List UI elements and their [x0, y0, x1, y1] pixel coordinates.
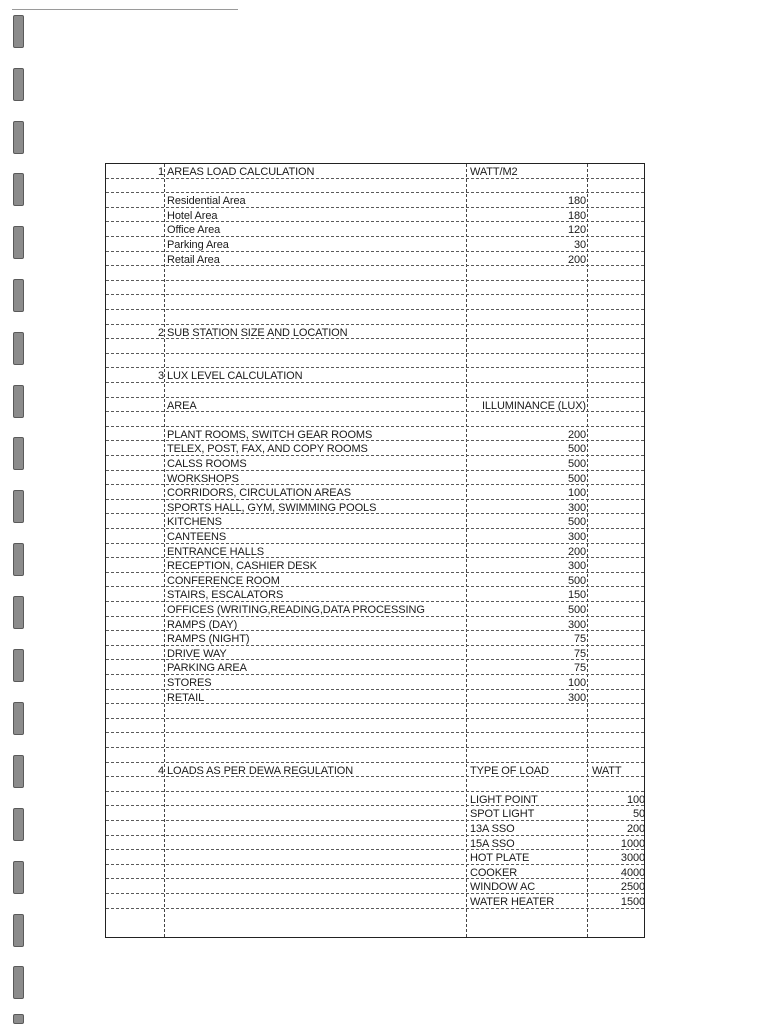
table-row	[106, 471, 644, 486]
section-title: LUX LEVEL CALCULATION	[167, 370, 303, 383]
load-type-label: 13A SSO	[470, 823, 515, 835]
binding-hole	[13, 808, 24, 841]
table-row	[106, 821, 644, 836]
area-label: CORRIDORS, CIRCULATION AREAS	[167, 487, 352, 500]
section-number: 1	[157, 166, 164, 178]
table-row	[106, 865, 644, 880]
lux-value: 500	[567, 443, 586, 456]
area-label: OFFICES (WRITING,READING,DATA PROCESSING	[167, 604, 425, 616]
binding-hole	[13, 437, 24, 470]
lux-value: 500	[567, 516, 586, 529]
area-label: TELEX, POST, FAX, AND COPY ROOMS	[167, 443, 368, 456]
load-type-label: HOT PLATE	[470, 852, 530, 865]
watt-column-header: WATT	[592, 764, 622, 777]
blank-row	[106, 748, 644, 763]
binding-hole	[13, 543, 24, 576]
blank-row	[106, 266, 644, 281]
lux-value: 300	[567, 560, 586, 573]
binding-hole	[13, 226, 24, 259]
watt-value: 2500	[620, 881, 645, 894]
table-row	[106, 514, 644, 529]
table-row	[106, 529, 644, 544]
table-row	[106, 894, 644, 909]
area-label: Residential Area	[167, 195, 246, 208]
watt-value: 4000	[620, 866, 645, 879]
lux-value: 300	[567, 618, 586, 631]
area-label: RECEPTION, CASHIER DESK	[167, 560, 317, 573]
load-value: 180	[567, 209, 586, 222]
load-type-label: WINDOW AC	[470, 881, 536, 894]
table-row	[106, 237, 644, 252]
load-value: 120	[567, 224, 586, 237]
area-label: CONFERENCE ROOM	[167, 574, 280, 587]
binding-hole	[13, 279, 24, 312]
blank-row	[106, 354, 644, 369]
table-row	[106, 602, 644, 617]
type-column-header: TYPE OF LOAD	[470, 764, 549, 777]
lux-value: 100	[567, 487, 586, 500]
area-label: PARKING AREA	[167, 662, 247, 675]
load-type-label: SPOT LIGHT	[470, 808, 535, 821]
binding-hole	[13, 68, 24, 101]
area-label: PLANT ROOMS, SWITCH GEAR ROOMS	[167, 428, 373, 441]
section-header-row	[106, 368, 644, 383]
table-row	[106, 558, 644, 573]
blank-row	[106, 310, 644, 325]
area-label: CANTEENS	[167, 531, 227, 543]
lux-value: 500	[567, 472, 586, 485]
table-row	[106, 500, 644, 515]
table-row	[106, 427, 644, 442]
unit-header: WATT/M2	[470, 166, 518, 178]
load-type-label: COOKER	[470, 866, 518, 879]
watt-value: 3000	[620, 852, 645, 865]
lux-value: 500	[567, 574, 586, 587]
lux-value: 200	[567, 428, 586, 441]
lux-value: 300	[567, 531, 586, 543]
table-row	[106, 485, 644, 500]
area-label: STAIRS, ESCALATORS	[167, 589, 284, 602]
area-label: RETAIL	[167, 691, 205, 704]
binding-hole	[13, 649, 24, 682]
table-row	[106, 850, 644, 865]
lux-value: 300	[567, 691, 586, 704]
binding-hole	[13, 914, 24, 947]
table-row	[106, 587, 644, 602]
watt-value: 1000	[620, 837, 645, 850]
blank-row	[106, 281, 644, 296]
load-value: 180	[567, 195, 586, 208]
section-header-row	[106, 325, 644, 340]
table-row	[106, 222, 644, 237]
lux-value: 150	[567, 589, 586, 602]
area-label: WORKSHOPS	[167, 472, 239, 485]
area-label: DRIVE WAY	[167, 647, 227, 660]
table-row	[106, 617, 644, 632]
table-row	[106, 836, 644, 851]
area-label: SPORTS HALL, GYM, SWIMMING POOLS	[167, 501, 377, 514]
blank-row	[106, 339, 644, 354]
binding-hole	[13, 332, 24, 365]
area-label: Hotel Area	[167, 209, 218, 222]
binding-hole	[13, 173, 24, 206]
binding-hole	[13, 702, 24, 735]
table-row	[106, 646, 644, 661]
lux-value: 500	[567, 604, 586, 616]
table-row	[106, 631, 644, 646]
blank-row	[106, 383, 644, 398]
lux-value: 200	[567, 545, 586, 558]
area-column-header: AREA	[167, 399, 197, 412]
top-edge-line	[12, 9, 238, 10]
binding-hole	[13, 596, 24, 629]
section-number: 2	[157, 326, 164, 339]
table-row	[106, 544, 644, 559]
binding-hole	[13, 755, 24, 788]
section-header-row	[106, 164, 644, 179]
binding-hole	[13, 121, 24, 154]
area-label: RAMPS (NIGHT)	[167, 633, 250, 646]
load-type-label: LIGHT POINT	[470, 793, 538, 806]
section-title: SUB STATION SIZE AND LOCATION	[167, 326, 348, 339]
section-title: LOADS AS PER DEWA REGULATION	[167, 764, 354, 777]
table-row	[106, 252, 644, 267]
blank-row	[106, 719, 644, 734]
binding-hole	[13, 1014, 24, 1024]
load-type-label: WATER HEATER	[470, 896, 555, 908]
load-value: 30	[573, 239, 586, 251]
table-row	[106, 660, 644, 675]
binding-hole	[13, 490, 24, 523]
area-label: RAMPS (DAY)	[167, 618, 238, 631]
watt-value: 50	[632, 808, 645, 821]
watt-value: 100	[626, 793, 645, 806]
table-row	[106, 806, 644, 821]
blank-row	[106, 704, 644, 719]
table-row	[106, 690, 644, 705]
table-row	[106, 573, 644, 588]
table-row	[106, 879, 644, 894]
area-label: CALSS ROOMS	[167, 458, 247, 470]
binding-hole	[13, 15, 24, 48]
blank-row	[106, 412, 644, 427]
area-label: ENTRANCE HALLS	[167, 545, 265, 558]
area-label: Retail Area	[167, 253, 220, 266]
blank-row	[106, 295, 644, 310]
area-label: STORES	[167, 677, 212, 689]
watt-value: 200	[626, 823, 645, 835]
table-row	[106, 441, 644, 456]
binding-hole	[13, 861, 24, 894]
table-row	[106, 675, 644, 690]
lux-value: 75	[573, 647, 586, 660]
binding-hole	[13, 385, 24, 418]
illuminance-column-header: ILLUMINANCE (LUX)	[481, 399, 586, 412]
section-number: 3	[157, 370, 164, 383]
table-row	[106, 792, 644, 807]
section-number: 4	[157, 764, 164, 777]
blank-row	[106, 733, 644, 748]
calculation-sheet	[105, 163, 645, 938]
load-type-label: 15A SSO	[470, 837, 515, 850]
blank-row	[106, 179, 644, 194]
section-title: AREAS LOAD CALCULATION	[167, 166, 315, 178]
column-header-row	[106, 398, 644, 413]
table-row	[106, 456, 644, 471]
watt-value: 1500	[620, 896, 645, 908]
lux-value: 75	[573, 662, 586, 675]
lux-value: 100	[567, 677, 586, 689]
area-label: Parking Area	[167, 239, 229, 251]
blank-row	[106, 777, 644, 792]
area-label: Office Area	[167, 224, 221, 237]
load-value: 200	[567, 253, 586, 266]
area-label: KITCHENS	[167, 516, 222, 529]
lux-value: 500	[567, 458, 586, 470]
lux-value: 75	[573, 633, 586, 646]
table-row	[106, 208, 644, 223]
section-header-row	[106, 763, 644, 778]
table-row	[106, 193, 644, 208]
lux-value: 300	[567, 501, 586, 514]
binding-hole	[13, 966, 24, 999]
